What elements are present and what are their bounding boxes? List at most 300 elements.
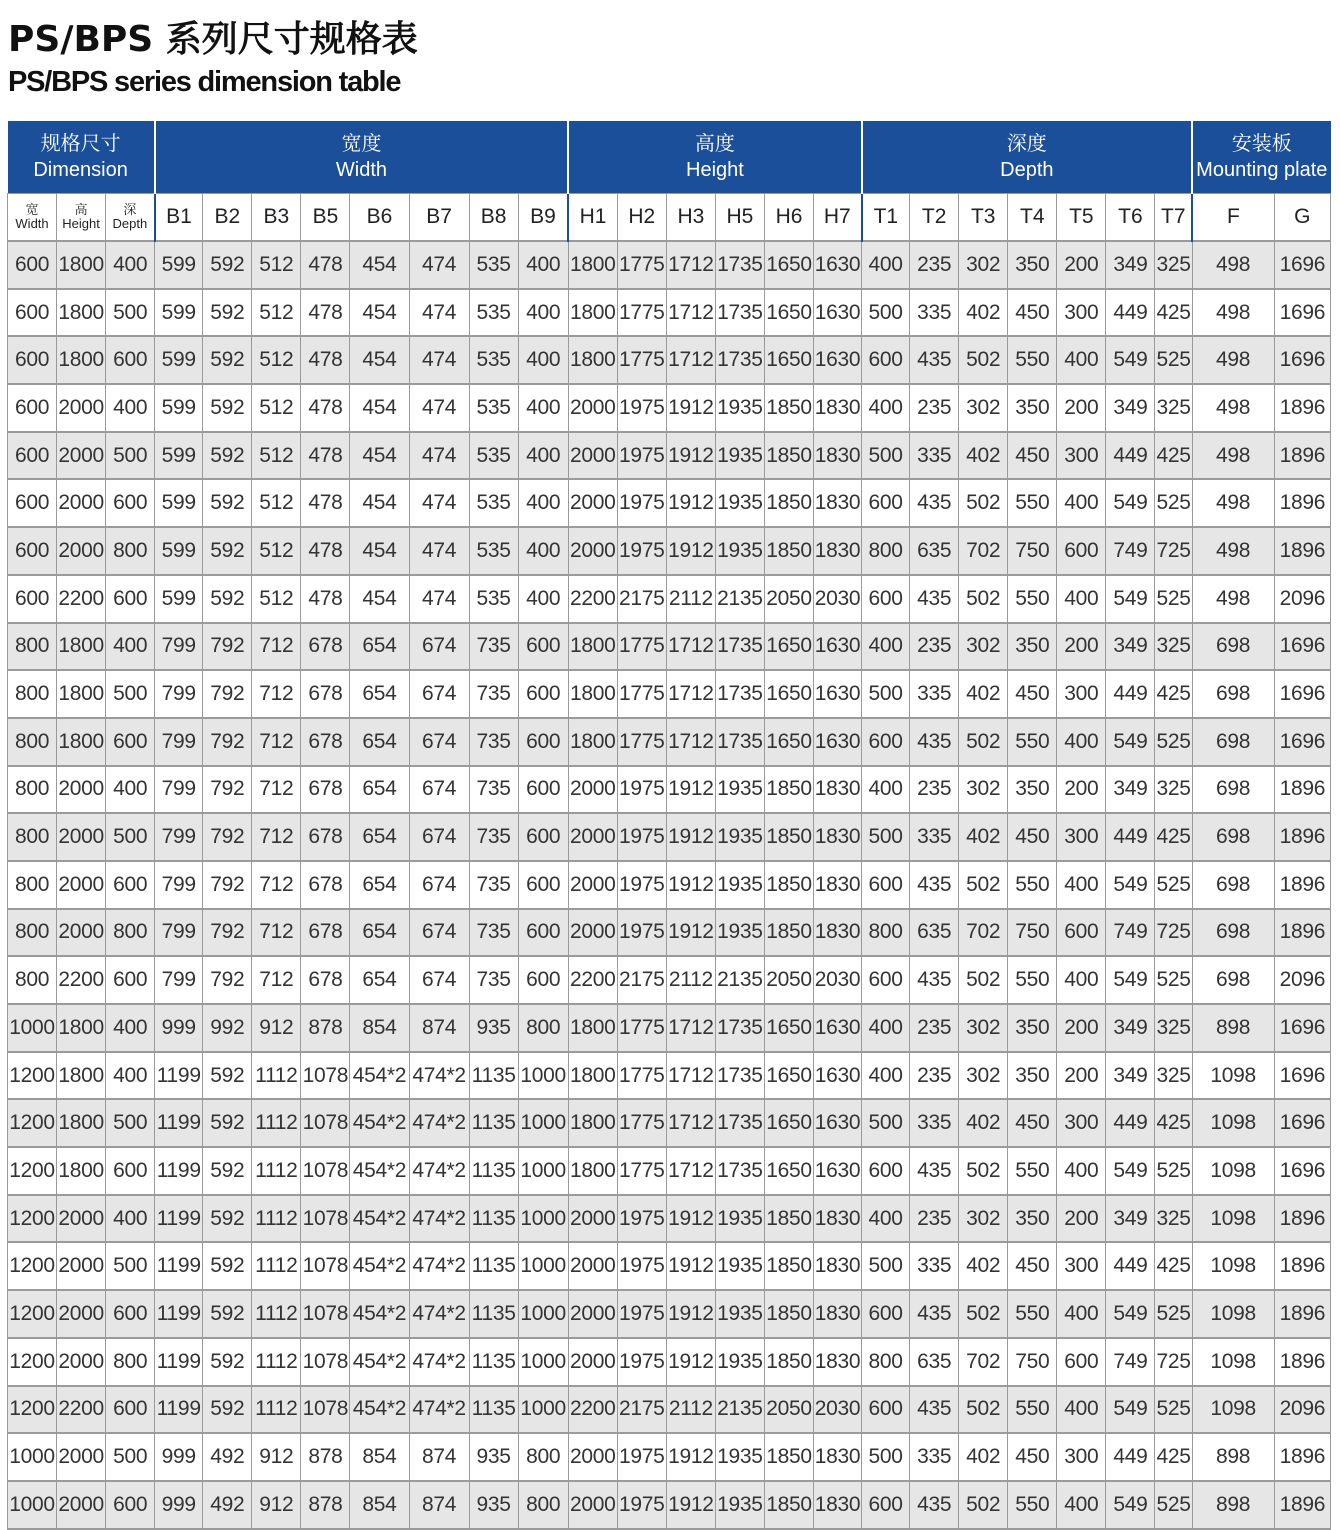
table-cell: 1975 xyxy=(617,909,666,957)
table-cell: 454*2 xyxy=(350,1338,409,1386)
table-cell: 1696 xyxy=(1274,241,1330,289)
table-cell: 454*2 xyxy=(350,1386,409,1434)
table-cell: 2000 xyxy=(57,813,106,861)
table-cell: 1912 xyxy=(666,1433,715,1481)
table-cell: 1078 xyxy=(301,1290,350,1338)
table-cell: 1135 xyxy=(469,1052,518,1100)
table-cell: 600 xyxy=(106,1147,155,1195)
table-cell: 1850 xyxy=(764,479,813,527)
table-cell: 335 xyxy=(910,432,959,480)
table-cell: 235 xyxy=(910,623,959,671)
table-cell: 454 xyxy=(350,575,409,623)
table-cell: 800 xyxy=(106,527,155,575)
table-cell: 592 xyxy=(203,1195,252,1243)
table-cell: 2000 xyxy=(57,432,106,480)
table-cell: 1830 xyxy=(814,813,862,861)
table-row xyxy=(8,289,1331,337)
table-cell: 1135 xyxy=(469,1290,518,1338)
table-row xyxy=(8,1004,1331,1052)
table-cell: 400 xyxy=(1057,861,1106,909)
table-cell: 800 xyxy=(862,1338,910,1386)
table-cell: 400 xyxy=(106,766,155,814)
column-header-width xyxy=(8,194,57,242)
column-header-t6: T6 xyxy=(1106,194,1155,242)
table-cell: 898 xyxy=(1192,1481,1274,1529)
table-cell: 1098 xyxy=(1192,1195,1274,1243)
group-header-row xyxy=(8,121,1331,194)
table-cell: 2000 xyxy=(57,861,106,909)
group-label-zh: 深度 xyxy=(1006,133,1047,155)
table-cell: 1935 xyxy=(715,861,764,909)
table-cell: 600 xyxy=(862,718,910,766)
table-cell: 2135 xyxy=(715,1386,764,1434)
table-cell: 350 xyxy=(1008,1052,1057,1100)
table-cell: 1200 xyxy=(8,1195,57,1243)
table-cell: 1800 xyxy=(57,289,106,337)
column-header-g: G xyxy=(1274,194,1330,242)
table-cell: 1850 xyxy=(764,1433,813,1481)
table-cell: 698 xyxy=(1192,956,1274,1004)
table-cell: 702 xyxy=(959,1338,1008,1386)
table-cell: 1000 xyxy=(8,1433,57,1481)
table-cell: 878 xyxy=(301,1004,350,1052)
table-cell: 1712 xyxy=(666,1052,715,1100)
table-cell: 1712 xyxy=(666,336,715,384)
table-cell: 500 xyxy=(862,1099,910,1147)
table-cell: 1112 xyxy=(252,1147,301,1195)
table-cell: 999 xyxy=(155,1481,203,1529)
table-cell: 792 xyxy=(203,956,252,1004)
table-cell: 1112 xyxy=(252,1052,301,1100)
table-cell: 1912 xyxy=(666,1242,715,1290)
column-label-zh: 高 xyxy=(74,202,88,217)
table-cell: 1098 xyxy=(1192,1242,1274,1290)
table-cell: 400 xyxy=(518,289,568,337)
table-cell: 2000 xyxy=(57,1242,106,1290)
table-cell: 2000 xyxy=(568,861,617,909)
table-cell: 474 xyxy=(409,575,469,623)
table-cell: 1735 xyxy=(715,670,764,718)
table-cell: 335 xyxy=(910,1242,959,1290)
table-cell: 500 xyxy=(106,432,155,480)
table-cell: 235 xyxy=(910,1195,959,1243)
table-cell: 425 xyxy=(1155,813,1192,861)
table-cell: 400 xyxy=(862,384,910,432)
table-cell: 1630 xyxy=(814,1052,862,1100)
table-cell: 400 xyxy=(1057,479,1106,527)
table-cell: 1975 xyxy=(617,384,666,432)
table-cell: 478 xyxy=(301,384,350,432)
table-cell: 1830 xyxy=(814,1338,862,1386)
table-cell: 498 xyxy=(1192,336,1274,384)
table-cell: 792 xyxy=(203,766,252,814)
table-cell: 549 xyxy=(1106,1481,1155,1529)
table-cell: 474 xyxy=(409,289,469,337)
column-header-row xyxy=(8,194,1331,242)
table-cell: 592 xyxy=(203,527,252,575)
table-cell: 449 xyxy=(1106,670,1155,718)
table-cell: 678 xyxy=(301,670,350,718)
table-cell: 350 xyxy=(1008,623,1057,671)
table-cell: 449 xyxy=(1106,1099,1155,1147)
table-cell: 535 xyxy=(469,479,518,527)
table-cell: 600 xyxy=(862,1386,910,1434)
group-header-height xyxy=(568,121,861,194)
table-cell: 1935 xyxy=(715,479,764,527)
table-cell: 300 xyxy=(1057,289,1106,337)
table-cell: 498 xyxy=(1192,575,1274,623)
table-cell: 600 xyxy=(862,861,910,909)
table-cell: 1975 xyxy=(617,1338,666,1386)
table-cell: 349 xyxy=(1106,384,1155,432)
table-cell: 302 xyxy=(959,1195,1008,1243)
table-cell: 550 xyxy=(1008,479,1057,527)
table-cell: 1735 xyxy=(715,1147,764,1195)
table-cell: 502 xyxy=(959,861,1008,909)
table-cell: 478 xyxy=(301,432,350,480)
table-cell: 600 xyxy=(106,956,155,1004)
table-cell: 1650 xyxy=(764,1052,813,1100)
table-cell: 335 xyxy=(910,1433,959,1481)
table-cell: 1830 xyxy=(814,766,862,814)
table-cell: 550 xyxy=(1008,718,1057,766)
table-cell: 435 xyxy=(910,336,959,384)
table-cell: 1630 xyxy=(814,670,862,718)
table-cell: 1896 xyxy=(1274,909,1330,957)
table-cell: 1098 xyxy=(1192,1052,1274,1100)
table-cell: 1078 xyxy=(301,1099,350,1147)
column-header-b6: B6 xyxy=(350,194,409,242)
table-cell: 1112 xyxy=(252,1338,301,1386)
table-cell: 474 xyxy=(409,336,469,384)
table-cell: 698 xyxy=(1192,766,1274,814)
table-cell: 1199 xyxy=(155,1338,203,1386)
table-cell: 235 xyxy=(910,766,959,814)
table-cell: 498 xyxy=(1192,241,1274,289)
table-cell: 502 xyxy=(959,956,1008,1004)
table-cell: 500 xyxy=(862,1242,910,1290)
table-cell: 502 xyxy=(959,336,1008,384)
table-cell: 592 xyxy=(203,432,252,480)
table-cell: 1712 xyxy=(666,623,715,671)
table-cell: 1650 xyxy=(764,1147,813,1195)
table-cell: 454 xyxy=(350,527,409,575)
table-cell: 1800 xyxy=(568,1052,617,1100)
table-cell: 600 xyxy=(518,718,568,766)
table-cell: 350 xyxy=(1008,766,1057,814)
table-cell: 535 xyxy=(469,241,518,289)
table-cell: 335 xyxy=(910,670,959,718)
table-cell: 1850 xyxy=(764,1290,813,1338)
table-cell: 525 xyxy=(1155,718,1192,766)
table-cell: 1098 xyxy=(1192,1290,1274,1338)
table-cell: 1975 xyxy=(617,432,666,480)
table-cell: 2200 xyxy=(57,1386,106,1434)
table-cell: 2000 xyxy=(568,1433,617,1481)
table-cell: 1800 xyxy=(568,718,617,766)
table-cell: 450 xyxy=(1008,670,1057,718)
table-row xyxy=(8,432,1331,480)
table-cell: 1935 xyxy=(715,1195,764,1243)
table-cell: 600 xyxy=(862,575,910,623)
table-cell: 349 xyxy=(1106,1195,1155,1243)
table-cell: 1650 xyxy=(764,670,813,718)
table-row xyxy=(8,813,1331,861)
table-cell: 799 xyxy=(155,909,203,957)
table-cell: 525 xyxy=(1155,575,1192,623)
table-cell: 500 xyxy=(106,813,155,861)
table-cell: 400 xyxy=(1057,1290,1106,1338)
table-cell: 600 xyxy=(518,813,568,861)
table-cell: 400 xyxy=(1057,336,1106,384)
table-cell: 550 xyxy=(1008,956,1057,1004)
table-cell: 678 xyxy=(301,861,350,909)
table-cell: 2200 xyxy=(57,956,106,1004)
table-cell: 592 xyxy=(203,1290,252,1338)
table-cell: 1975 xyxy=(617,766,666,814)
table-cell: 1696 xyxy=(1274,1052,1330,1100)
table-cell: 400 xyxy=(862,766,910,814)
table-cell: 800 xyxy=(518,1433,568,1481)
table-cell: 912 xyxy=(252,1433,301,1481)
table-cell: 449 xyxy=(1106,1242,1155,1290)
table-cell: 474*2 xyxy=(409,1290,469,1338)
table-cell: 525 xyxy=(1155,1481,1192,1529)
table-cell: 550 xyxy=(1008,1386,1057,1434)
column-header-t4: T4 xyxy=(1008,194,1057,242)
table-cell: 1696 xyxy=(1274,289,1330,337)
table-cell: 300 xyxy=(1057,1433,1106,1481)
table-cell: 735 xyxy=(469,861,518,909)
table-cell: 1199 xyxy=(155,1242,203,1290)
table-cell: 349 xyxy=(1106,766,1155,814)
table-cell: 1135 xyxy=(469,1338,518,1386)
table-cell: 1000 xyxy=(518,1386,568,1434)
table-cell: 549 xyxy=(1106,575,1155,623)
table-cell: 1975 xyxy=(617,861,666,909)
table-cell: 1935 xyxy=(715,1338,764,1386)
table-cell: 1896 xyxy=(1274,1481,1330,1529)
table-cell: 1112 xyxy=(252,1386,301,1434)
table-cell: 550 xyxy=(1008,1290,1057,1338)
table-cell: 1112 xyxy=(252,1099,301,1147)
table-cell: 1000 xyxy=(518,1099,568,1147)
table-row xyxy=(8,575,1331,623)
table-cell: 725 xyxy=(1155,527,1192,575)
table-cell: 450 xyxy=(1008,813,1057,861)
table-cell: 2000 xyxy=(568,1195,617,1243)
table-cell: 325 xyxy=(1155,1004,1192,1052)
table-row xyxy=(8,1052,1331,1100)
table-cell: 550 xyxy=(1008,1147,1057,1195)
table-cell: 550 xyxy=(1008,861,1057,909)
table-cell: 1850 xyxy=(764,813,813,861)
table-cell: 1200 xyxy=(8,1052,57,1100)
table-cell: 400 xyxy=(1057,1147,1106,1195)
table-cell: 350 xyxy=(1008,1004,1057,1052)
table-row xyxy=(8,241,1331,289)
table-cell: 350 xyxy=(1008,384,1057,432)
table-cell: 2000 xyxy=(568,766,617,814)
table-cell: 799 xyxy=(155,861,203,909)
table-cell: 350 xyxy=(1008,1195,1057,1243)
table-cell: 600 xyxy=(862,1290,910,1338)
table-cell: 1712 xyxy=(666,1004,715,1052)
table-cell: 1830 xyxy=(814,909,862,957)
group-label-zh: 规格尺寸 xyxy=(40,133,121,155)
table-cell: 1830 xyxy=(814,1195,862,1243)
table-cell: 1712 xyxy=(666,670,715,718)
table-cell: 400 xyxy=(518,384,568,432)
table-cell: 435 xyxy=(910,1147,959,1195)
table-cell: 1199 xyxy=(155,1386,203,1434)
table-cell: 1098 xyxy=(1192,1147,1274,1195)
table-cell: 474*2 xyxy=(409,1338,469,1386)
table-cell: 1850 xyxy=(764,1195,813,1243)
table-cell: 500 xyxy=(862,432,910,480)
table-cell: 1975 xyxy=(617,1433,666,1481)
table-cell: 674 xyxy=(409,956,469,1004)
dimension-table xyxy=(7,121,1331,1530)
table-cell: 400 xyxy=(862,1195,910,1243)
table-cell: 454 xyxy=(350,479,409,527)
table-cell: 400 xyxy=(862,1004,910,1052)
table-cell: 1650 xyxy=(764,289,813,337)
table-cell: 992 xyxy=(203,1004,252,1052)
table-cell: 674 xyxy=(409,813,469,861)
table-cell: 1896 xyxy=(1274,1338,1330,1386)
table-cell: 635 xyxy=(910,909,959,957)
table-cell: 498 xyxy=(1192,289,1274,337)
table-cell: 2200 xyxy=(57,575,106,623)
table-row xyxy=(8,1433,1331,1481)
table-cell: 402 xyxy=(959,813,1008,861)
table-cell: 549 xyxy=(1106,1147,1155,1195)
table-cell: 999 xyxy=(155,1433,203,1481)
table-cell: 912 xyxy=(252,1481,301,1529)
table-cell: 335 xyxy=(910,813,959,861)
table-cell: 535 xyxy=(469,384,518,432)
table-cell: 349 xyxy=(1106,623,1155,671)
table-cell: 550 xyxy=(1008,1481,1057,1529)
table-row xyxy=(8,336,1331,384)
table-cell: 1630 xyxy=(814,1099,862,1147)
table-cell: 1735 xyxy=(715,1052,764,1100)
table-cell: 512 xyxy=(252,289,301,337)
table-cell: 1200 xyxy=(8,1386,57,1434)
table-cell: 549 xyxy=(1106,956,1155,1004)
table-cell: 600 xyxy=(106,718,155,766)
table-cell: 325 xyxy=(1155,1195,1192,1243)
table-cell: 799 xyxy=(155,718,203,766)
table-cell: 1098 xyxy=(1192,1386,1274,1434)
table-cell: 450 xyxy=(1008,1099,1057,1147)
table-cell: 735 xyxy=(469,909,518,957)
table-row xyxy=(8,909,1331,957)
table-row xyxy=(8,1386,1331,1434)
column-header-h2: H2 xyxy=(617,194,666,242)
table-cell: 635 xyxy=(910,1338,959,1386)
table-cell: 512 xyxy=(252,241,301,289)
table-cell: 478 xyxy=(301,289,350,337)
table-cell: 2000 xyxy=(568,1290,617,1338)
table-cell: 549 xyxy=(1106,718,1155,766)
table-cell: 1912 xyxy=(666,1195,715,1243)
table-cell: 712 xyxy=(252,909,301,957)
table-cell: 1800 xyxy=(57,670,106,718)
table-cell: 935 xyxy=(469,1433,518,1481)
table-cell: 1935 xyxy=(715,909,764,957)
table-cell: 735 xyxy=(469,718,518,766)
table-cell: 799 xyxy=(155,766,203,814)
column-header-h6: H6 xyxy=(764,194,813,242)
column-header-h5: H5 xyxy=(715,194,764,242)
table-row xyxy=(8,623,1331,671)
table-cell: 425 xyxy=(1155,432,1192,480)
table-cell: 350 xyxy=(1008,241,1057,289)
table-cell: 502 xyxy=(959,718,1008,766)
table-cell: 1850 xyxy=(764,384,813,432)
table-cell: 535 xyxy=(469,527,518,575)
table-cell: 502 xyxy=(959,479,1008,527)
table-cell: 674 xyxy=(409,623,469,671)
table-cell: 1775 xyxy=(617,1004,666,1052)
table-cell: 600 xyxy=(862,1481,910,1529)
table-cell: 799 xyxy=(155,813,203,861)
column-header-t5: T5 xyxy=(1057,194,1106,242)
group-label-zh: 安装板 xyxy=(1231,133,1292,155)
table-cell: 525 xyxy=(1155,861,1192,909)
table-row xyxy=(8,1242,1331,1290)
table-cell: 1800 xyxy=(57,336,106,384)
table-cell: 2200 xyxy=(568,956,617,1004)
table-cell: 200 xyxy=(1057,241,1106,289)
table-cell: 599 xyxy=(155,575,203,623)
table-cell: 1800 xyxy=(57,1004,106,1052)
group-label-en: Height xyxy=(686,159,744,181)
table-cell: 474 xyxy=(409,479,469,527)
table-cell: 302 xyxy=(959,623,1008,671)
table-cell: 302 xyxy=(959,1052,1008,1100)
table-cell: 800 xyxy=(8,766,57,814)
table-cell: 400 xyxy=(106,1004,155,1052)
table-cell: 1975 xyxy=(617,1242,666,1290)
table-cell: 600 xyxy=(8,241,57,289)
group-label-zh: 宽度 xyxy=(341,133,382,155)
table-cell: 349 xyxy=(1106,241,1155,289)
table-cell: 592 xyxy=(203,1242,252,1290)
table-cell: 1000 xyxy=(518,1290,568,1338)
table-cell: 1935 xyxy=(715,813,764,861)
table-row xyxy=(8,479,1331,527)
table-cell: 674 xyxy=(409,670,469,718)
table-cell: 2175 xyxy=(617,1386,666,1434)
table-cell: 1078 xyxy=(301,1338,350,1386)
table-cell: 678 xyxy=(301,718,350,766)
table-cell: 600 xyxy=(8,384,57,432)
table-cell: 800 xyxy=(8,718,57,766)
table-cell: 1912 xyxy=(666,384,715,432)
table-row xyxy=(8,956,1331,1004)
table-cell: 474 xyxy=(409,384,469,432)
table-cell: 435 xyxy=(910,956,959,1004)
table-cell: 698 xyxy=(1192,670,1274,718)
table-cell: 592 xyxy=(203,289,252,337)
table-cell: 600 xyxy=(862,1147,910,1195)
table-cell: 325 xyxy=(1155,241,1192,289)
table-cell: 1800 xyxy=(57,623,106,671)
table-cell: 500 xyxy=(106,1099,155,1147)
